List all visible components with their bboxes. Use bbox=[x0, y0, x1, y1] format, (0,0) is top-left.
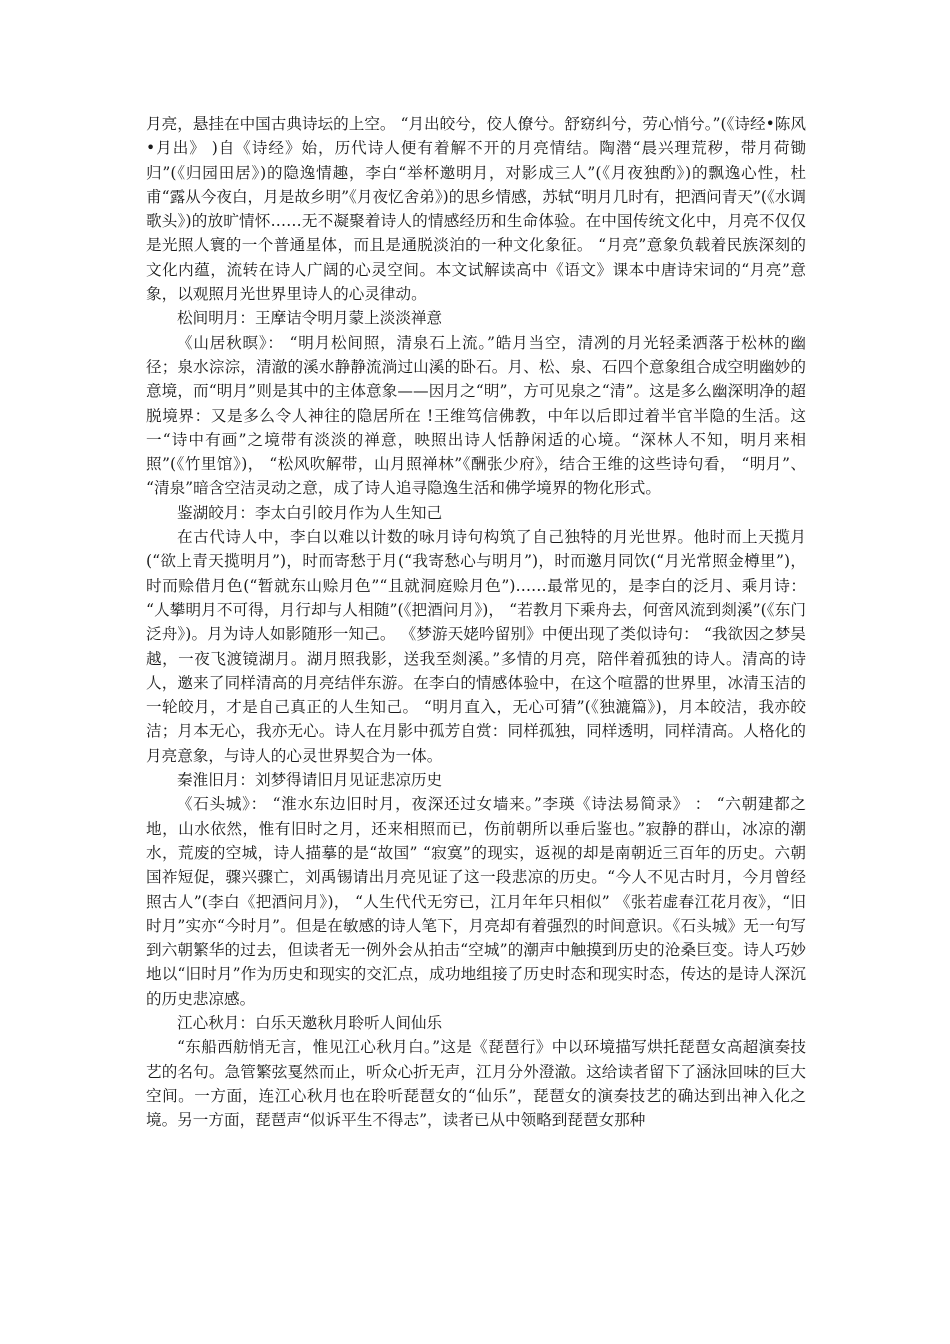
section-heading-qinhuai-jiuyue: 秦淮旧月：刘梦得请旧月见证悲凉历史 bbox=[177, 771, 443, 790]
intro-paragraph: 月亮，悬挂在中国古典诗坛的上空。 “月出皎兮，佼人僚兮。舒窈纠兮，劳心悄兮。”(《诗经•陈风•月出》 )自《诗经》始，历代诗人便有着解不开的月亮情结。陶潜“晨兴理荒秽，带月荷锄归”(《归园田居》)的隐逸情趣，李白“举杯邀明月，对影成三人”(《月夜独酌》)的飘逸心性，杜甫“露从今夜白，月是故乡明”《月夜忆舍弟》)的思乡情感，苏轼“明月几时有，把酒问青天”(《水调歌头》)的放旷情怀……无不凝聚着诗人的情感经历和生命体验。在中国传统文化中，月亮不仅仅是光照人寰的一个普通星体，而且是通脱淡泊的一种文化象征。 “月亮”意象负载着民族深刻的文化内蕴，流转在诗人广阔的心灵空间。本文试解读高中《语文》课本中唐诗宋词的“月亮”意象，以观照月光世界里诗人的心灵律动。 bbox=[146, 115, 806, 304]
section-heading-songjian-mingyue: 松间明月：王摩诘令明月蒙上淡淡禅意 bbox=[177, 309, 443, 328]
section-heading-jianhu-jiaoyue: 鉴湖皎月：李太白引皎月作为人生知己 bbox=[177, 503, 443, 522]
section-paragraph-bai-juyi: “东船西舫悄无言，惟见江心秋月白。”这是《琵琶行》中以环境描写烘托琵琶女高超演奏技艺的名句。急管繁弦戛然而止，听众心折无声，江月分外澄澈。这给读者留下了涵泳回味的巨大空间。一方面，连江心秋月也在聆听琵琶女的“仙乐”，琵琶女的演奏技艺的确达到出神入化之境。另一方面，琵琶声“似诉平生不得志”，读者已从中领略到琵琶女那种 bbox=[146, 1038, 806, 1130]
section-paragraph-liu-yuxi: 《石头城》： “淮水东边旧时月，夜深还过女墙来。”李瑛《诗法易简录》 ： “六朝建都之地，山水依然，惟有旧时之月，还来相照而已，伤前朝所以垂后鉴也。”寂静的群山，冰凉的潮水，荒废的空城，诗人描摹的是“故国” “寂寞”的现实，返视的却是南朝近三百年的历史。六朝国祚短促，骤兴骤亡，刘禹锡请出月亮见证了这一段悲凉的历史。“今人不见古时月，今月曾经照古人”(李白《把酒问月》)， “人生代代无穷已，江月年年只相似” 《张若虚春江花月夜》，“旧时月”实亦“今时月”。但是在敏感的诗人笔下，月亮却有着强烈的时间意识。《石头城》无一句写到六朝繁华的过去，但读者无一例外会从拍击“空城”的潮声中触摸到历史的沧桑巨变。诗人巧妙地以“旧时月”作为历史和现实的交汇点，成功地组接了历史时态和现实时态，传达的是诗人深沉的历史悲凉感。 bbox=[146, 795, 806, 1008]
section-paragraph-wang-wei: 《山居秋暝》： “明月松间照，清泉石上流。”皓月当空，清冽的月光轻柔洒落于松林的幽径；泉水淙淙，清澈的溪水静静流淌过山溪的卧石。月、松、泉、石四个意象组合成空明幽妙的意境，而“明月”则是其中的主体意象——因月之“明”，方可见泉之“清”。这是多么幽深明净的超脱境界：又是多么令人神往的隐居所在 !王维笃信佛教，中年以后即过着半官半隐的生活。这一“诗中有画”之境带有淡淡的禅意，映照出诗人恬静闲适的心境。“深林人不知，明月来相照”(《竹里馆》)， “松风吹解带，山月照禅林”《酬张少府》，结合王维的这些诗句看， “明月”、 “清泉”暗含空洁灵动之意，成了诗人追寻隐逸生活和佛学境界的物化形式。 bbox=[146, 333, 806, 498]
section-paragraph-li-bai: 在古代诗人中，李白以难以计数的咏月诗句构筑了自己独特的月光世界。他时而上天揽月(“欲上青天揽明月”)，时而寄愁于月(“我寄愁心与明月”)，时而邀月同饮(“月光常照金樽里”)，时而赊借月色(“暂就东山赊月色”“且就洞庭赊月色”)……最常见的，是李白的泛月、乘月诗： “人攀明月不可得，月行却与人相随”(《把酒问月》)， “若教月下乘舟去，何啻风流到剡溪”(《东门泛舟》)。月为诗人如影随形一知己。 《梦游天姥吟留别》中便出现了类似诗句： “我欲因之梦吴越，一夜飞渡镜湖月。湖月照我影，送我至剡溪。”多情的月亮，陪伴着孤独的诗人。清高的诗人，邀来了同样清高的月亮结伴东游。在李白的情感体验中，在这个喧嚣的世界里，冰清玉洁的一轮皎月，才是自己真正的人生知己。 “明月直入，无心可猜”(《独漉篇》)，月本皎洁，我亦皎洁；月本无心，我亦无心。诗人在月影中孤芳自赏：同样孤独，同样透明，同样清高。人格化的月亮意象，与诗人的心灵世界契合为一体。 bbox=[146, 528, 806, 765]
section-heading-jiangxin-qiuyue: 江心秋月：白乐天邀秋月聆听人间仙乐 bbox=[177, 1013, 443, 1032]
document-page bbox=[146, 112, 806, 1132]
